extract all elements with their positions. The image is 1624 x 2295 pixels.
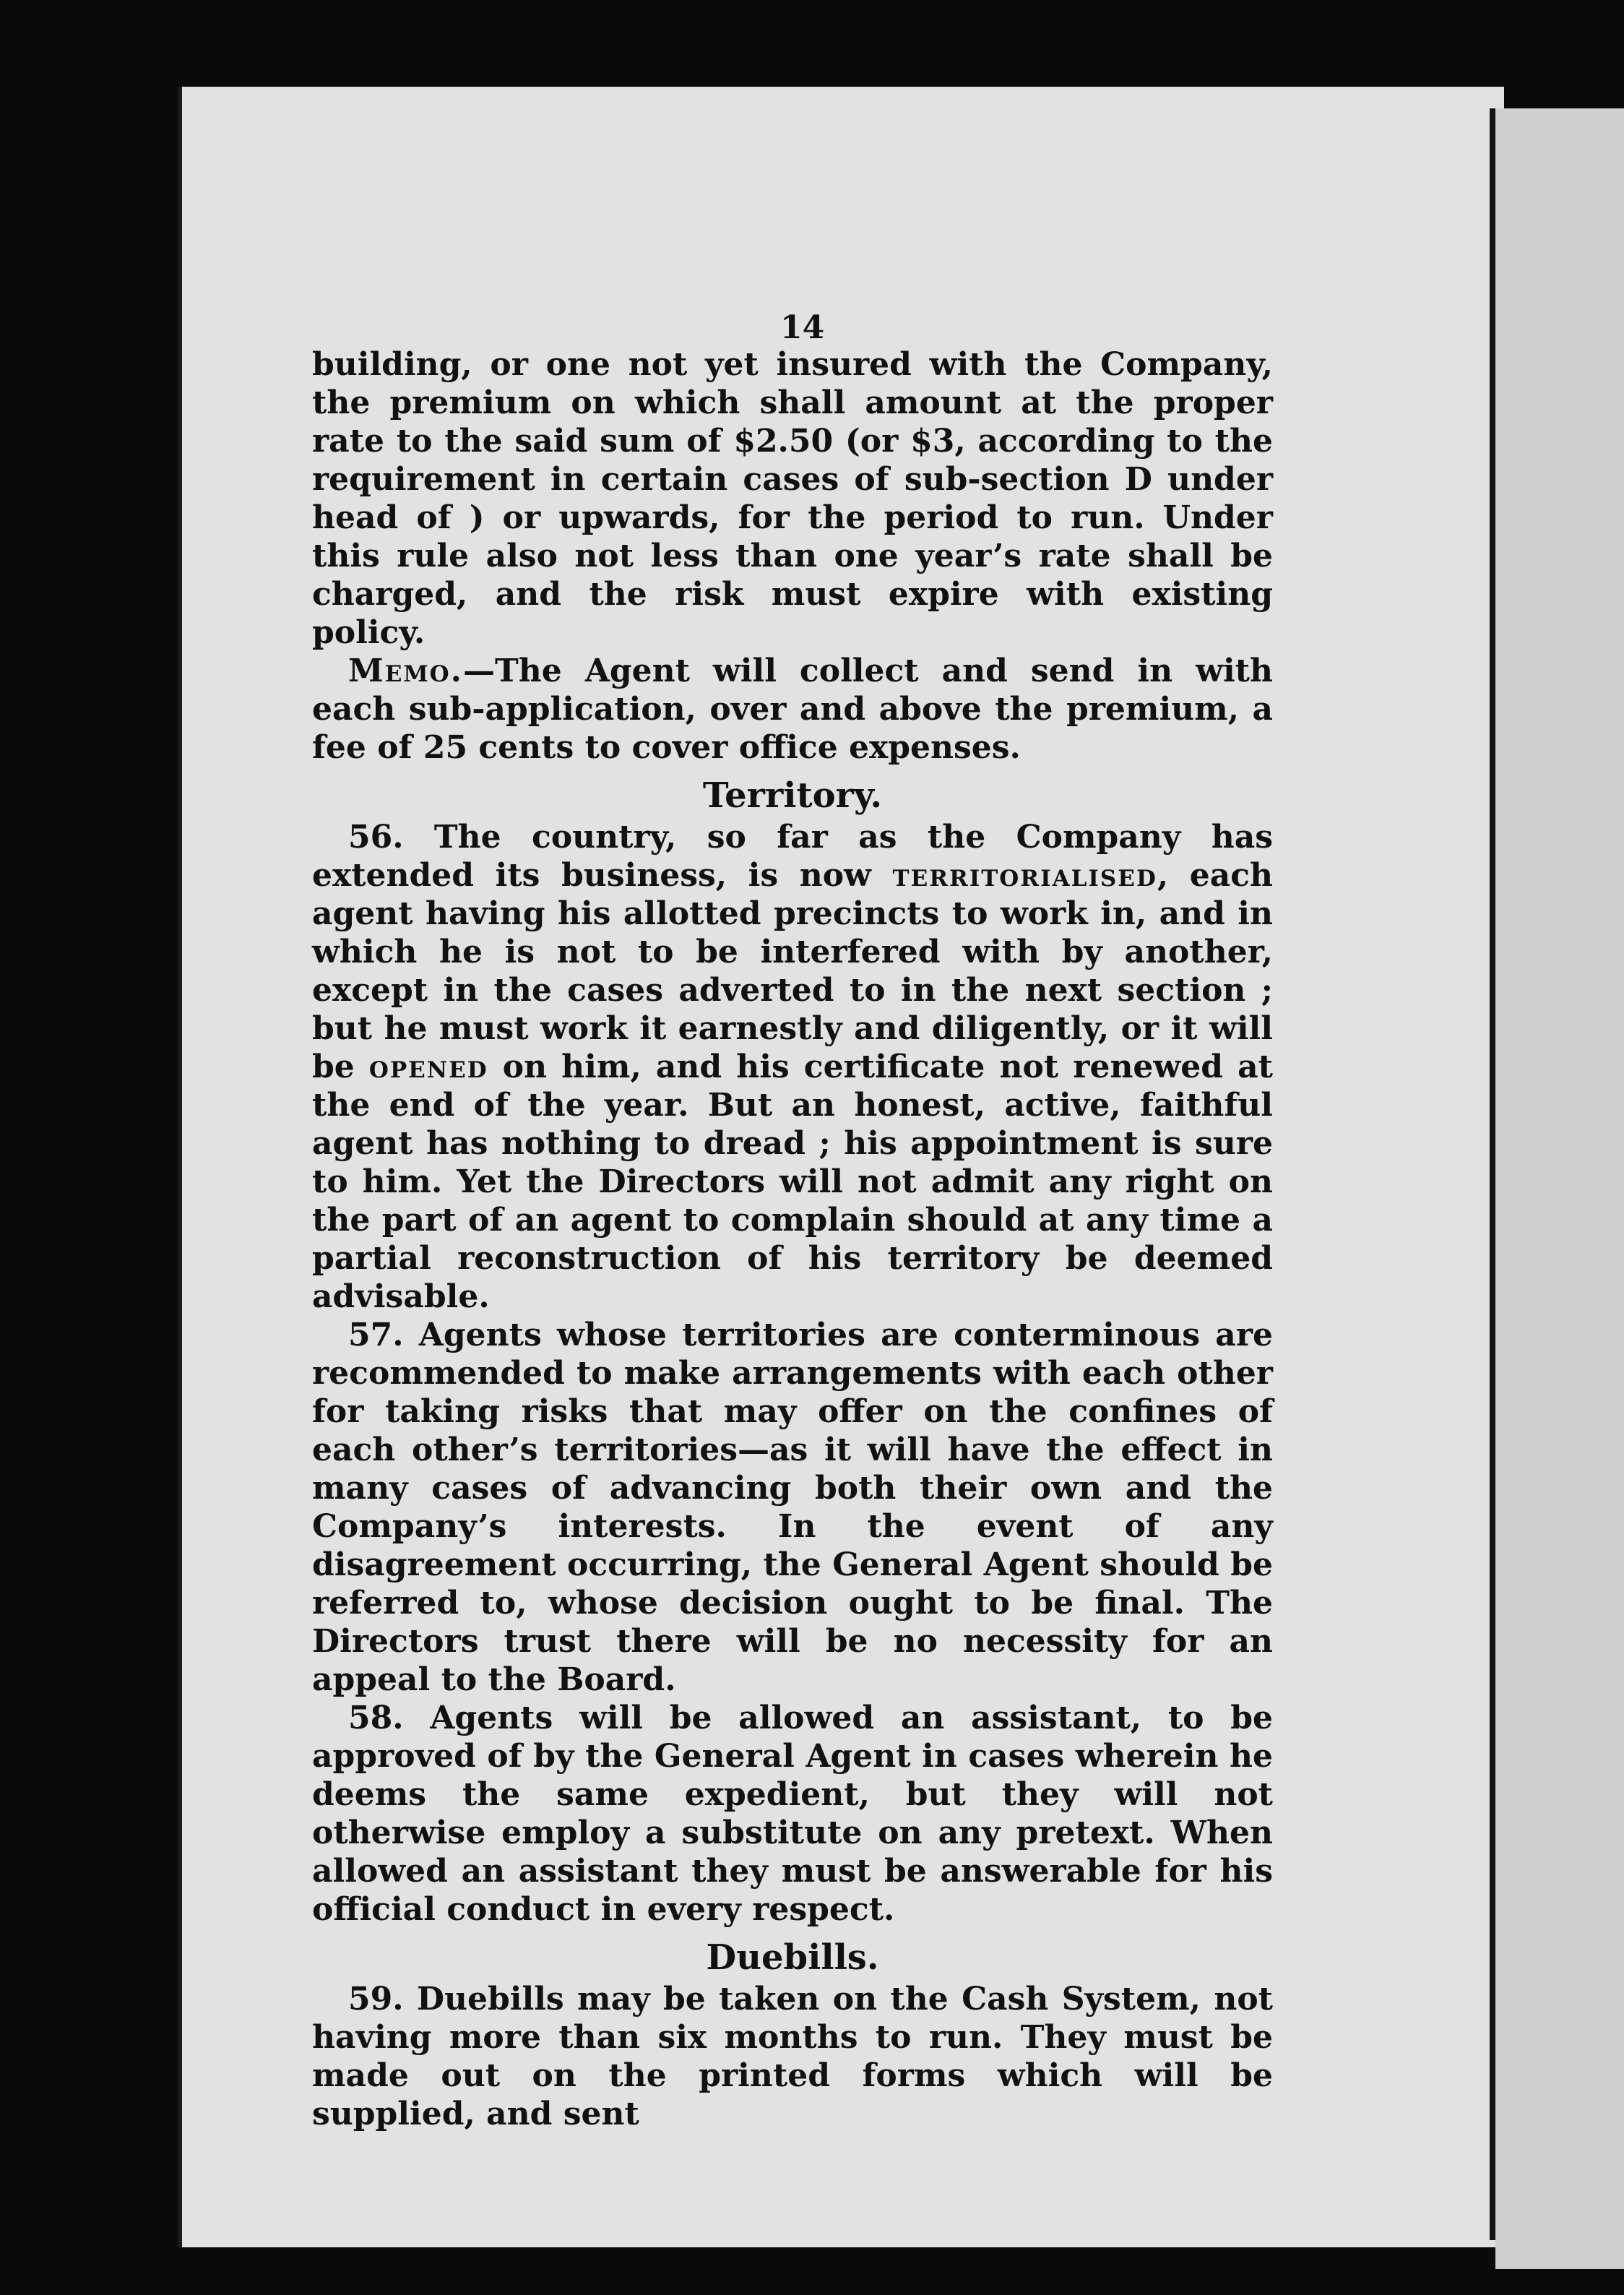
paragraph-58: 58. Agents will be allowed an assistant, to be approved of by the General Agent in cases wherein he deems the same expedient, but they will not otherwise employ a substitute on any pretext. When allowed an assistant they must be answerable for his official conduct in every respect. (312, 1700, 1273, 1928)
page-number: 14 (780, 309, 825, 346)
paragraph-56 (312, 818, 1273, 1316)
body-text (312, 303, 1273, 2133)
paragraph-intro: building, or one not yet insured with the Company, the premium on which shall amount at the proper rate to the said sum of $2.50 (or $3, according to the requirement in certain cases of sub-section D under head of ) or upwards, for the period to run. Under this rule also not less than one year’s rate shall be charged, and the risk must expire with existing policy. (312, 346, 1273, 651)
heading-territory: Territory. (702, 775, 883, 816)
paragraph-56-part-2: , each agent having his allotted precincts to work in, and in which he is not to be interfered with by another, except in the cases adverted to in the next section ; but he must work it earnestly and diligently, or it will be (312, 857, 1273, 1085)
page-gutter (1490, 108, 1495, 2240)
paragraph-57: 57. Agents whose territories are conterminous are recommended to make arrangements with each other for taking risks that may offer on the confines of each other’s territories—as it will have the effect in many cases of advancing both their own and the Company’s interests. In the event of any disagreement occurring, the General Agent should be referred to, whose decision ought to be final. The Directors trust there will be no necessity for an appeal to the Board. (312, 1317, 1273, 1698)
memo-paragraph (312, 652, 1273, 767)
adjacent-page-edge (1495, 108, 1624, 2269)
paragraph-59: 59. Duebills may be taken on the Cash System, not having more than six months to run. They must be made out on the printed forms which will be supplied, and sent (312, 1981, 1273, 2132)
memo-text: —The Agent will collect and send in with each sub-application, over and above the premium, a fee of 25 cents to cover office expenses. (312, 653, 1273, 766)
paragraph-56-part-3: on him, and his certificate not renewed at the end of the year. But an honest, active, faithful agent has nothing to dread ; his appointment is sure to him. Yet the Directors will not admit any right on the part of an agent to complain should at any time a partial reconstruction of his territory be deemed advisable. (312, 1049, 1273, 1315)
term-opened: opened (368, 1049, 488, 1085)
memo-label: Memo. (348, 653, 463, 689)
term-territorialised: territorialised (892, 857, 1157, 894)
paragraph-56-part-1: 56. The country, so far as the Company has extended its business, is now (312, 819, 1273, 894)
heading-duebills: Duebills. (706, 1937, 879, 1978)
